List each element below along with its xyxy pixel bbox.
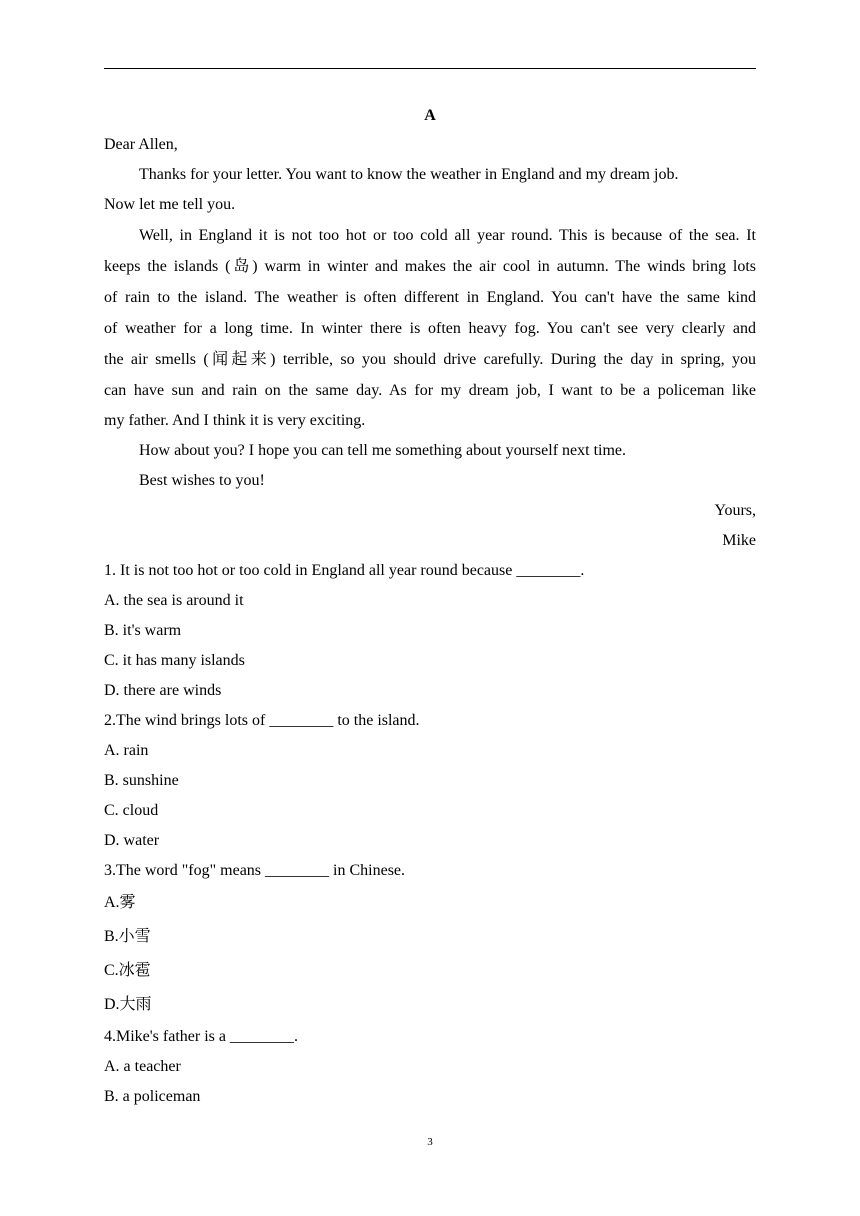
paragraph-2-line-4: of weather for a long time. In winter there is often heavy fog. You can't see very clearly and bbox=[104, 320, 756, 337]
question-2-option-c: C. cloud bbox=[104, 802, 159, 819]
paragraph-4: Best wishes to you! bbox=[139, 472, 265, 489]
page-number: 3 bbox=[427, 1136, 433, 1148]
salutation: Dear Allen, bbox=[104, 136, 178, 153]
question-3-option-d: D.大雨 bbox=[104, 996, 152, 1013]
question-2-option-d: D. water bbox=[104, 832, 160, 849]
question-4-stem: 4.Mike's father is a ________. bbox=[104, 1028, 298, 1045]
question-2-option-b: B. sunshine bbox=[104, 772, 179, 789]
question-1-option-c: C. it has many islands bbox=[104, 652, 245, 669]
paragraph-2-line-6: can have sun and rain on the same day. As for my dream job, I want to be a policeman like bbox=[104, 382, 756, 399]
passage-title: A bbox=[424, 107, 436, 124]
paragraph-2-line-7: my father. And I think it is very exciting. bbox=[104, 412, 366, 429]
paragraph-1-line-1: Thanks for your letter. You want to know the weather in England and my dream job. bbox=[139, 166, 679, 183]
closing: Yours, bbox=[714, 502, 756, 519]
question-3-option-c: C.冰雹 bbox=[104, 962, 151, 979]
question-1-stem: 1. It is not too hot or too cold in England all year round because ________. bbox=[104, 562, 585, 579]
signature: Mike bbox=[722, 532, 756, 549]
question-1-option-d: D. there are winds bbox=[104, 682, 222, 699]
question-2-option-a: A. rain bbox=[104, 742, 149, 759]
question-4-option-a: A. a teacher bbox=[104, 1058, 181, 1075]
paragraph-2-line-2: keeps the islands (岛) warm in winter and makes the air cool in autumn. The winds bring lots bbox=[104, 258, 756, 275]
paragraph-2-line-1: Well, in England it is not too hot or too cold all year round. This is because of the sea. It bbox=[139, 227, 756, 244]
question-3-option-a: A.雾 bbox=[104, 894, 136, 911]
question-3-stem: 3.The word "fog" means ________ in Chinese. bbox=[104, 862, 406, 879]
paragraph-3: How about you? I hope you can tell me something about yourself next time. bbox=[139, 442, 626, 459]
question-1-option-a: A. the sea is around it bbox=[104, 592, 244, 609]
question-4-option-b: B. a policeman bbox=[104, 1088, 201, 1105]
paragraph-2-line-3: of rain to the island. The weather is often different in England. You can't have the same kind bbox=[104, 289, 756, 306]
document-body bbox=[104, 102, 756, 1112]
question-1-option-b: B. it's warm bbox=[104, 622, 182, 639]
paragraph-1-line-2: Now let me tell you. bbox=[104, 196, 236, 213]
question-2-stem: 2.The wind brings lots of ________ to the island. bbox=[104, 712, 420, 729]
question-3-option-b: B.小雪 bbox=[104, 928, 151, 945]
header-rule bbox=[104, 68, 756, 69]
paragraph-2-line-5: the air smells (闻起来) terrible, so you should drive carefully. During the day in spring, you bbox=[104, 351, 756, 368]
